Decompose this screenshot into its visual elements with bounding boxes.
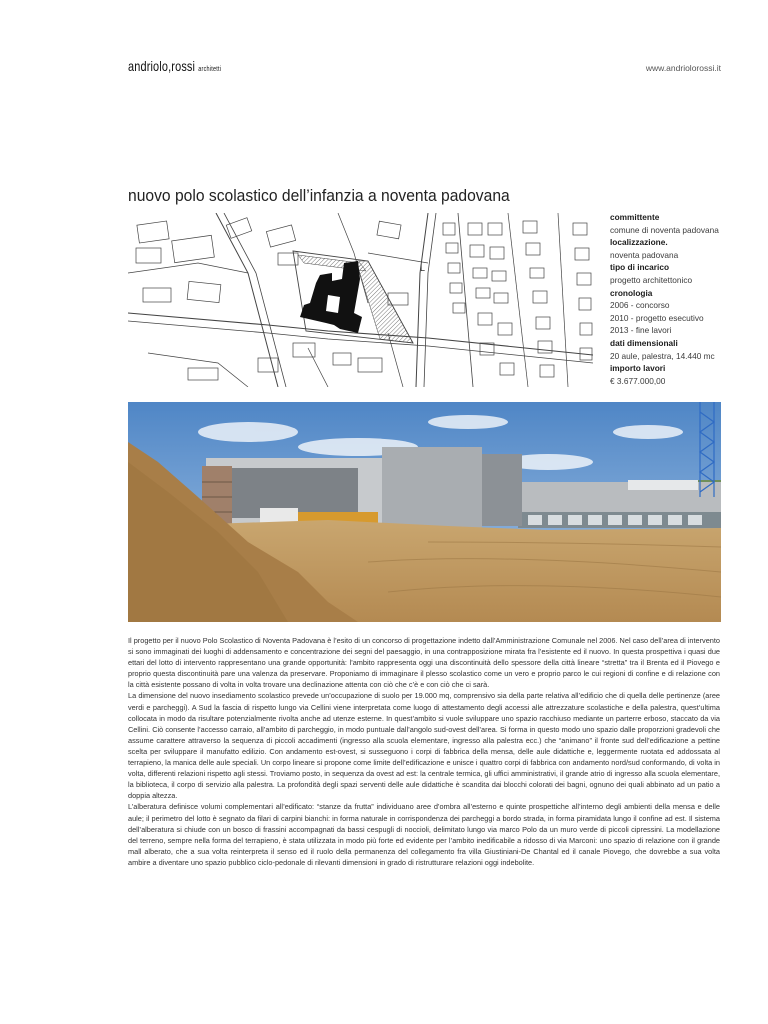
fact-committente [610, 211, 760, 236]
fact-value: 2013 - fine lavori [610, 325, 672, 336]
fact-value: comune di noventa padovana [610, 224, 719, 235]
fact-value: 20 aule, palestra, 14.440 mc [610, 350, 715, 361]
site-plan-drawing [128, 213, 593, 387]
project-facts [610, 211, 760, 387]
fact-importo-lavori [610, 362, 760, 387]
fact-dati-dimensionali [610, 337, 760, 362]
fact-cronologia [610, 287, 760, 337]
fact-label: committente [610, 212, 660, 222]
fact-value: € 3.677.000,00 [610, 375, 666, 386]
fact-label: importo lavori [610, 363, 666, 374]
fact-localizzazione [610, 236, 760, 261]
description-paragraph: Il progetto per il nuovo Polo Scolastico di Noventa Padovana è l’esito di un concorso di progettazione indetto dall’Amministrazione Comunale nel 2006. Nel caso dell’area di intervento si sono immaginati dei luoghi di addensamento e concentrazione dei segni del paesaggio, in una contrapposizione mirata fra l’esistente ed il nuovo. In questa prospettiva i quasi due ettari del lotto di intervento rappresentano una grande opportunità: l’ambito rappresenta oggi una discontinuità dello spessore della città lineare “stretta” tra il Brenta ed il Piovego e proprio questa discontinuità pare una valenza da preservare. Proponiamo di immaginare il plesso scolastico come un vero e proprio parco le cui regioni di confine e di relazione con la città esistente possano di volta in volta trovare una declinazione attenta con ciò che c’è e con ciò che ci sarà. [128, 636, 720, 690]
construction-photo-illustration [128, 402, 721, 622]
fact-label: localizzazione. [610, 237, 668, 248]
fact-value: progetto architettonico [610, 274, 693, 285]
description-paragraph: L’alberatura definisce volumi complementari all’edificato: “stanze da frutta” individuano aree d’ombra all’esterno e quinte prospettiche all’interno degli ambienti della mensa e delle aule; il perimetro del lotto è segnato da filari di carpini bianchi: in forma naturale in corrispondenza dei parcheggi a bordo strada, in forma piramidata lungo il confine ad est. Il sistema dell’alberatura si chiude con un bosco di frassini accompagnati da bassi cespugli di noccioli, delimitato lungo via marco Polo da un muro verde di piccoli cipressini. La modellazione del terreno, sempre nella forma del terrapieno, è stata utilizzata in modo più forte ed evidente per l’ambito inedificabile a ridosso di via Marconi: uno spazio di relazione con il grande mall alberato, che a sua volta reinterpreta il senso ed il ruolo della permanenza del collegamento fra villa Giustiniani-De Chantal ed il canale Piovego, che dovrebbe a sua volta ambire a diventare uno spazio pubblico ciclo-pedonale di rilevanti dimensioni in grado di ristrutturare relazioni oggi indebolite. [128, 802, 720, 867]
firm-logo [128, 58, 221, 74]
description-paragraph: La dimensione del nuovo insediamento scolastico prevede un’occupazione di suolo per 19.000 mq, comprensivo sia della parte relativa all’edificio che di quella delle pertinenze (aree verdi e parcheggi). A Sud la fascia di rispetto lungo via Cellini viene interpretata come luogo di attestamento degli accessi alle attrezzature scolastiche e della palestra, quest’ultima collocata in modo da risultare potenzialmente rivolta anche ad utenze esterne. In quest’ambito si vuole sviluppare uno spazio racchiuso mediante un parterre erboso, staccato da via Cellini. Ciò consente l’accesso carraio, all’ambito di parcheggio, in modo puntuale dall’angolo sud-ovest dell’area. Si forma in questo modo uno spazio dalle proporzioni gradevoli che assume carattere attraverso la sequenza di piccoli accadimenti (ingresso alla scuola elementare, ingresso alla palestra ecc.) che “animano” il fronte sud dell’edificazione a pettine scelta per sviluppare il manufatto edilizio. Con andamento est-ovest, si susseguono i corpi di fabbrica della mensa, delle aule didattiche e, leggermente ruotata ed addossata al terrapieno, la manica delle aule speciali. Un corpo lineare si propone come limite dell’edificazione e unisce i quattro corpi di fabbrica con andamento nord/sud conformando, di volta in volta, differenti relazioni rispetto agli stessi. Troviamo posto, in sequenza da ovest ad est: la centrale termica, gli uffici amministrativi, il grande atrio di ingresso alla scuola elementare, la biblioteca, il corpo di servizio alla palestra. La profondità degli spazi serventi delle aule didattiche è scandita dai blocchi colorati dei bagni, ognuno dei quali abbinato ad un patio a doppia altezza. [128, 691, 720, 801]
fact-label: cronologia [610, 287, 653, 298]
fact-label: dati dimensionali [610, 337, 678, 348]
logo-subtitle: architetti [198, 66, 222, 73]
website-link[interactable]: www.andriolorossi.it [645, 63, 721, 73]
fact-value: 2006 - concorso [610, 300, 670, 311]
page-title: nuovo polo scolastico dell’infanzia a noventa padovana [128, 186, 510, 205]
fact-tipo-incarico [610, 261, 760, 286]
map-label-l: L [420, 263, 426, 273]
construction-photo [128, 402, 721, 622]
fact-value: noventa padovana [610, 249, 679, 260]
fact-value: 2010 - progetto esecutivo [610, 312, 704, 323]
logo-wordmark: andriolo,rossi [128, 58, 196, 74]
site-plan-map [128, 213, 593, 387]
project-description [128, 635, 720, 868]
fact-label: tipo di incarico [610, 262, 670, 273]
